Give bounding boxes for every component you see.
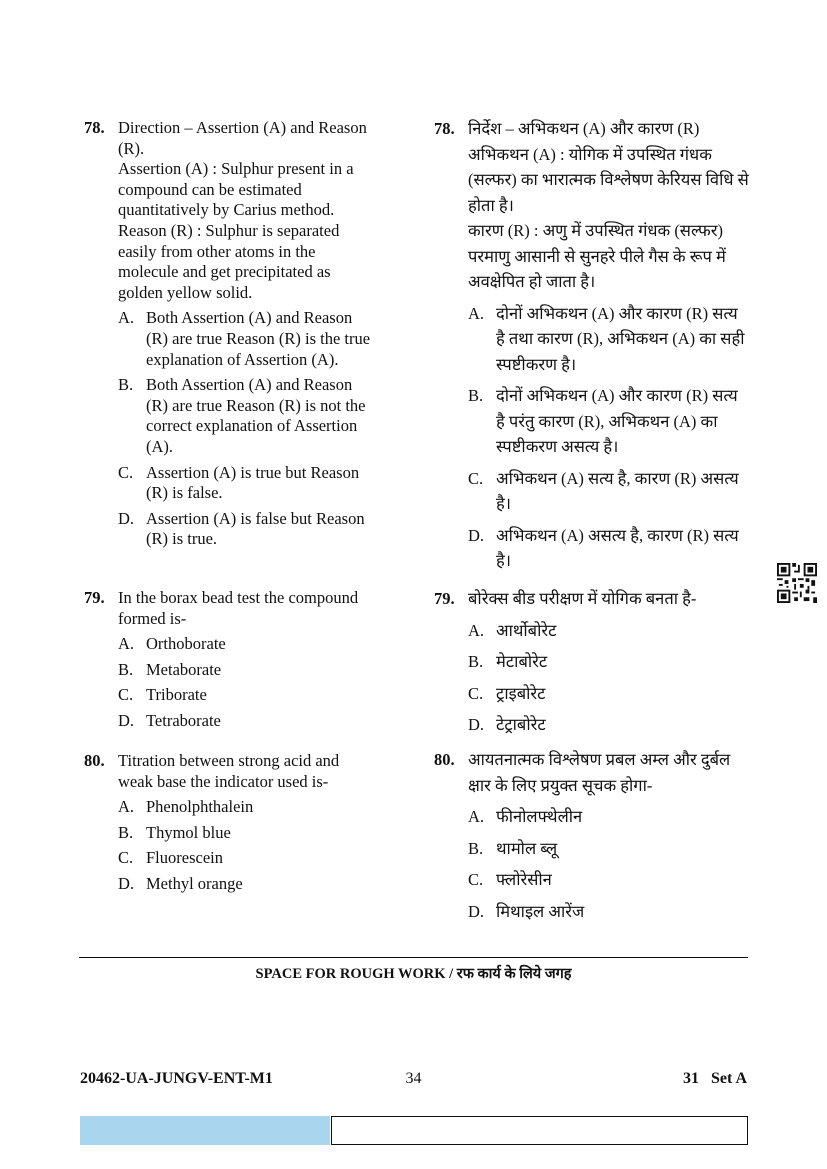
question-80-hi xyxy=(434,747,764,924)
question-number: 80. xyxy=(84,751,105,770)
question-text-line: Titration between strong acid and xyxy=(118,751,340,770)
question-text xyxy=(468,586,764,612)
option-item xyxy=(118,509,404,550)
option-list xyxy=(118,308,404,550)
option-item xyxy=(118,797,404,818)
question-number: 79. xyxy=(84,588,105,607)
question-text-line: molecule and get precipitated as xyxy=(118,262,331,282)
option-item xyxy=(468,649,764,675)
option-letter: D. xyxy=(468,715,485,734)
option-item xyxy=(118,711,404,732)
option-text-line: फीनोलफ्थेलीन xyxy=(496,807,583,826)
option-text-line: मिथाइल आरेंज xyxy=(496,901,585,921)
option-letter: C. xyxy=(468,870,484,889)
option-letter: B. xyxy=(468,386,484,405)
option-text-line: है परंतु कारण (R), अभिकथन (A) का xyxy=(496,411,718,431)
option-text-line: दोनों अभिकथन (A) और कारण (R) सत्य xyxy=(496,386,738,405)
question-text-line: Assertion (A) : Sulphur present in a xyxy=(118,159,354,179)
option-letter: A. xyxy=(468,303,485,323)
option-text-line: स्पष्टीकरण है। xyxy=(496,354,577,374)
question-text-line: बोरेक्स बीड परीक्षण में योगिक बनता है- xyxy=(468,589,697,608)
option-letter: C. xyxy=(118,462,134,482)
question-text-line: quantitatively by Carius method. xyxy=(118,200,335,220)
question-text-line: अभिकथन (A) : योगिक में उपस्थित गंधक xyxy=(468,144,712,164)
option-item xyxy=(468,466,764,517)
question-78-hi xyxy=(434,116,764,574)
option-letter: B. xyxy=(468,838,484,858)
option-text-line: (R) are true Reason (R) is the true xyxy=(146,328,371,348)
option-letter: A. xyxy=(118,634,135,654)
option-list xyxy=(468,804,764,924)
option-text-line: थामोल ब्लू xyxy=(496,838,558,858)
question-text-line: होता है। xyxy=(468,195,514,215)
option-letter: C. xyxy=(118,685,134,705)
option-text-line: Tetraborate xyxy=(146,710,221,730)
question-text xyxy=(118,588,404,629)
option-text-line: Thymol blue xyxy=(146,822,231,842)
question-text-line: परमाणु आसानी से सुनहरे पीले गैस के रूप में xyxy=(468,246,726,266)
question-text-line: weak base the indicator used is- xyxy=(118,771,329,791)
option-item xyxy=(468,301,764,378)
option-text-line: Orthoborate xyxy=(146,634,226,654)
option-item xyxy=(468,712,764,738)
option-item xyxy=(118,660,404,681)
option-text-line: Assertion (A) is true but Reason xyxy=(146,462,360,482)
option-text-line: correct explanation of Assertion xyxy=(146,416,358,436)
rough-work-heading: SPACE FOR ROUGH WORK / रफ कार्य के लिये जगह xyxy=(255,966,572,982)
option-item xyxy=(118,634,404,655)
option-text-line: Triborate xyxy=(146,685,207,705)
question-text-line: In the borax bead test the compound xyxy=(118,588,359,607)
option-text-line: Fluorescein xyxy=(146,848,223,868)
option-text-line: ट्राइबोरेट xyxy=(496,683,546,703)
option-letter: A. xyxy=(468,620,485,640)
option-letter: B. xyxy=(468,652,484,671)
option-list xyxy=(118,634,404,731)
option-item xyxy=(118,848,404,869)
footer-empty-box xyxy=(331,1116,748,1145)
option-text-line: Methyl orange xyxy=(146,873,243,893)
option-item xyxy=(118,823,404,844)
option-text-line: अभिकथन (A) सत्य है, कारण (R) असत्य xyxy=(496,468,739,488)
set-label: 31 Set A xyxy=(683,1070,747,1087)
option-letter: B. xyxy=(118,375,134,395)
option-text-line: आर्थोबोरेट xyxy=(496,620,557,640)
question-text-line: golden yellow solid. xyxy=(118,282,253,302)
option-letter: D. xyxy=(468,525,485,545)
question-text-line: आयतनात्मक विश्लेषण प्रबल अम्ल और दुर्बल xyxy=(468,750,731,769)
option-item xyxy=(118,463,404,504)
question-text-line: (सल्फर) का भारात्मक विश्लेषण केरियस विधि से xyxy=(468,170,749,189)
option-letter: C. xyxy=(118,848,134,868)
option-item xyxy=(468,867,764,893)
option-text-line: मेटाबोरेट xyxy=(496,652,548,671)
option-text-line: Both Assertion (A) and Reason xyxy=(146,308,353,328)
option-item xyxy=(468,804,764,830)
question-text-line: Direction – Assertion (A) and Reason xyxy=(118,118,367,137)
question-text-line: easily from other atoms in the xyxy=(118,241,316,261)
option-letter: C. xyxy=(468,683,484,703)
question-text-line: कारण (R) : अणु में उपस्थित गंधक (सल्फर) xyxy=(468,221,724,240)
option-letter: D. xyxy=(118,508,135,528)
question-text xyxy=(118,118,404,303)
option-letter: A. xyxy=(118,308,135,328)
question-79-en xyxy=(84,588,404,732)
option-text-line: explanation of Assertion (A). xyxy=(146,349,339,369)
question-text xyxy=(118,751,404,792)
rough-work-divider xyxy=(79,957,748,958)
question-text-line: निर्देश – अभिकथन (A) और कारण (R) xyxy=(468,119,700,138)
option-text-line: (R) are true Reason (R) is not the xyxy=(146,395,366,415)
option-text-line: अभिकथन (A) असत्य है, कारण (R) सत्य xyxy=(496,525,739,545)
option-letter: D. xyxy=(468,901,485,921)
option-text-line: है तथा कारण (R), अभिकथन (A) का सही xyxy=(496,329,745,348)
option-text-line: Assertion (A) is false but Reason xyxy=(146,508,365,528)
option-text-line: फ्लोरेसीन xyxy=(496,870,552,889)
option-letter: A. xyxy=(468,807,485,826)
option-text-line: (R) is false. xyxy=(146,483,223,503)
question-text-line: compound can be estimated xyxy=(118,179,302,199)
option-letter: B. xyxy=(118,659,134,679)
option-item xyxy=(118,375,404,457)
option-item xyxy=(118,685,404,706)
question-text-line: (R). xyxy=(118,138,145,158)
option-text-line: (A). xyxy=(146,436,174,456)
question-text-line: क्षार के लिए प्रयुक्त सूचक होगा- xyxy=(468,775,653,795)
option-list xyxy=(468,618,764,738)
question-text-line: अवक्षेपित हो जाता है। xyxy=(468,272,596,291)
question-79-hi xyxy=(434,586,764,738)
option-item xyxy=(468,836,764,862)
question-text xyxy=(468,747,764,798)
option-item xyxy=(118,874,404,895)
question-text-line: Reason (R) : Sulphur is separated xyxy=(118,220,340,240)
question-number: 80. xyxy=(434,750,455,769)
question-text-line: formed is- xyxy=(118,608,187,628)
option-text-line: (R) is true. xyxy=(146,529,218,549)
option-letter: A. xyxy=(118,797,135,817)
option-text-line: स्पष्टीकरण असत्य है। xyxy=(496,437,619,456)
question-number: 78. xyxy=(84,118,105,137)
option-item xyxy=(468,383,764,460)
option-item xyxy=(118,308,404,370)
option-item xyxy=(468,618,764,644)
question-number: 79. xyxy=(434,589,455,608)
option-list xyxy=(118,797,404,894)
option-text-line: दोनों अभिकथन (A) और कारण (R) सत्य xyxy=(496,303,738,323)
option-item xyxy=(468,899,764,925)
option-letter: B. xyxy=(118,822,134,842)
option-item xyxy=(468,523,764,574)
option-text-line: टेट्राबोरेट xyxy=(496,715,546,734)
paper-code: 20462-UA-JUNGV-ENT-M1 xyxy=(80,1070,273,1087)
footer-color-bar xyxy=(80,1116,330,1145)
option-letter: D. xyxy=(118,873,135,893)
question-number: 78. xyxy=(434,119,455,138)
option-letter: C. xyxy=(468,468,484,488)
option-list xyxy=(468,301,764,574)
option-item xyxy=(468,681,764,707)
question-78-en xyxy=(84,118,404,550)
page-number: 34 xyxy=(405,1070,422,1087)
option-text-line: Both Assertion (A) and Reason xyxy=(146,375,353,395)
option-text-line: है। xyxy=(496,494,512,513)
question-80-en xyxy=(84,751,404,895)
question-text xyxy=(468,116,764,295)
option-text-line: है। xyxy=(496,551,512,570)
option-letter: D. xyxy=(118,710,135,730)
qr-code-icon xyxy=(777,563,817,603)
option-text-line: Metaborate xyxy=(146,659,222,679)
option-text-line: Phenolphthalein xyxy=(146,797,254,817)
